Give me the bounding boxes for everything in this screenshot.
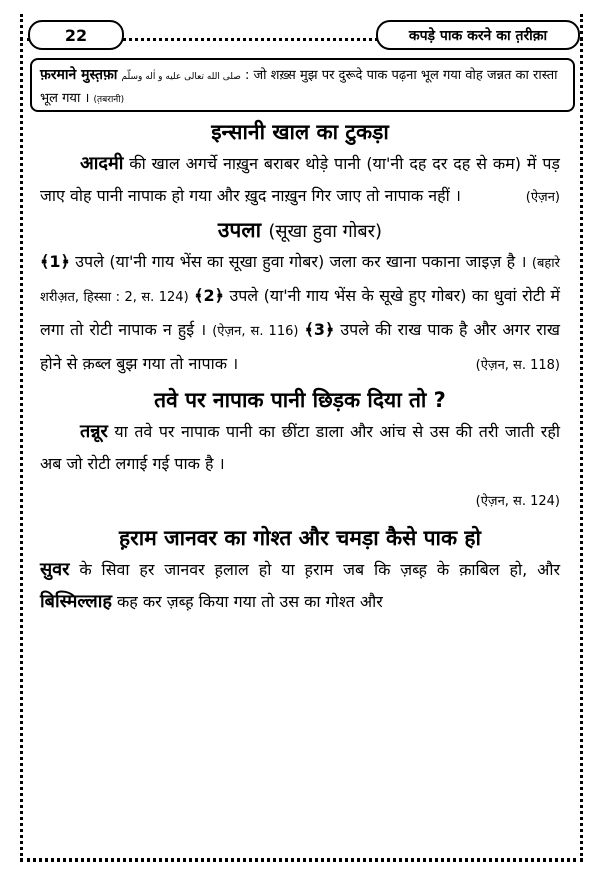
section3-ref-line	[40, 484, 560, 518]
footer-divider	[20, 858, 583, 861]
section4-paragraph	[40, 554, 560, 618]
hadith-label: फ़रमाने मुस्त़फ़ा	[40, 67, 118, 83]
section1-ref: (ऐज़न)	[525, 190, 560, 205]
item-number-3: ﴾3﴿	[304, 320, 335, 339]
page-content	[40, 116, 560, 618]
section3-lead: तन्नूर	[80, 421, 108, 442]
item-number-1: ﴾1﴿	[40, 252, 70, 271]
item-ref-3: (ऐज़न, स. 118)	[475, 358, 560, 373]
item-text-3: उपले की राख पाक है और अगर राख होने से क़ब्ल बुझ गया तो नापाक ।	[40, 320, 560, 373]
hadith-text: : जो शख़्स मुझ पर दुरूदे पाक पढ़ना भूल गया वोह जन्नत का रास्ता भूल गया ।	[40, 68, 558, 106]
item-text-1: उपले (या'नी गाय भेंस का सूखा हुवा गोबर) जला कर खाना पकाना जाइज़ है ।	[69, 252, 532, 271]
section1-heading: इन्सानी खाल का टुकड़ा	[211, 120, 389, 144]
page-number-text: 22	[64, 25, 88, 45]
book-title-text: कपड़े पाक करने का त़रीक़ा	[408, 27, 548, 44]
section4-body1: के सिवा हर जानवर ह़लाल हो या ह़राम जब कि ज़ब्ह़ के क़ाबिल हो, और	[69, 560, 560, 579]
section2-heading-main: उपला	[217, 218, 262, 242]
section4-body2: कह कर ज़ब्ह़ किया गया तो उस का गोश्त और	[111, 592, 383, 611]
section4-lead: सुवर	[40, 559, 70, 580]
section3-body: या तवे पर नापाक पानी का छींटा डाला और आंच से उस की तरी जाती रही अब जो रोटी लगाई गई पाक है ।	[40, 422, 560, 473]
section4-heading: ह़राम जानवर का गोश्त और चमड़ा कैसे पाक हो	[119, 526, 481, 550]
item-ref-2: (ऐज़न, स. 116)	[212, 324, 299, 339]
hadith-box	[30, 58, 575, 112]
item-text-2: उपले (या'नी गाय भेंस के सूखे हुए गोबर) का धुवां रोटी में लगा तो रोटी नापाक न हुई ।	[40, 286, 560, 339]
section3-heading: तवे पर नापाक पानी छिड़क दिया तो ?	[154, 388, 446, 412]
section2-heading-sub: (सूखा हुवा गोबर)	[268, 221, 383, 242]
section3-ref: (ऐज़न, स. 124)	[475, 494, 560, 509]
section1-lead: आदमी	[80, 153, 124, 174]
section1-body: की खाल अगर्चे नाख़ुन बराबर थोड़े पानी (या'नी दह दर दह से कम) में पड़ जाए वोह पानी नापाक हो गया और ख़ुद नाख़ुन गिर जाए तो नापाक नहीं ।	[40, 154, 560, 205]
item-ref-1: (बहारे शरीअ़त, हिस्सा : 2, स. 124)	[40, 256, 560, 305]
section4-lead2: बिस्मिल्लाह	[40, 591, 112, 612]
page-number	[28, 20, 124, 50]
hadith-salutation: صلى الله تعالى عليه و اٰله وسلّم	[121, 72, 241, 82]
hadith-source: (त़बरानी)	[93, 95, 125, 105]
section3-paragraph	[40, 416, 560, 480]
book-title	[376, 20, 580, 50]
item-number-2: ﴾2﴿	[194, 286, 224, 305]
section2-heading	[40, 216, 560, 244]
